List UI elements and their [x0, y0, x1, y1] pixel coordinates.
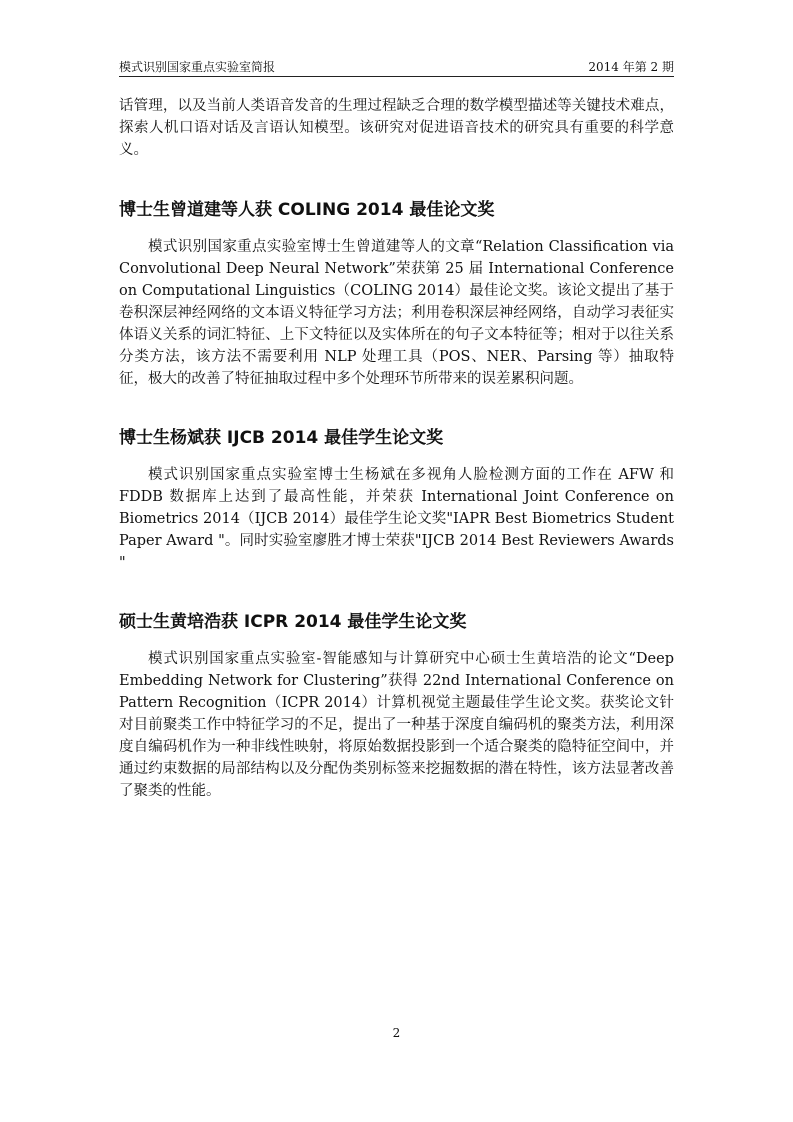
- section-body-icpr: 模式识别国家重点实验室-智能感知与计算研究中心硕士生黄培浩的论文“Deep Embedding Network for Clustering”获得 22nd International Conference on Pattern Recognition（ICPR 2014）计算机视觉主题最佳学生论文奖。获奖论文针对目前聚类工作中特征学习的不足，提出了一种基于深度自编码机的聚类方法，利用深度自编码机作为一种非线性映射，将原始数据投影到一个适合聚类的隐特征空间中，并通过约束数据的局部结构以及分配伪类别标签来挖掘数据的潜在特性，该方法显著改善了聚类的性能。: [119, 651, 674, 799]
- header-issue: 2014 年第 2 期: [588, 60, 674, 74]
- intro-paragraph: 话管理，以及当前人类语音发音的生理过程缺乏合理的数学模型描述等关键技术难点，探索人机口语对话及言语认知模型。该研究对促进语音技术的研究具有重要的科学意义。: [119, 98, 674, 158]
- page-content: [119, 95, 674, 802]
- page-number: 2: [392, 1026, 401, 1040]
- section-title-coling: 博士生曾道建等人获 COLING 2014 最佳论文奖: [119, 200, 495, 220]
- page-header: [119, 54, 674, 74]
- section-title-icpr: 硕士生黄培浩获 ICPR 2014 最佳学生论文奖: [119, 612, 467, 632]
- section-title-ijcb: 博士生杨斌获 IJCB 2014 最佳学生论文奖: [119, 428, 444, 448]
- section-body-ijcb: 模式识别国家重点实验室博士生杨斌在多视角人脸检测方面的工作在 AFW 和 FDDB 数据库上达到了最高性能，并荣获 International Joint Conference on Biometrics 2014（IJCB 2014）最佳学生论文奖"IAPR Best Biometrics Student Paper Award "。同时实验室廖胜才博士荣获"IJCB 2014 Best Reviewers Awards ": [119, 467, 674, 571]
- header-rule: [119, 76, 674, 77]
- header-publication-title: 模式识别国家重点实验室简报: [119, 60, 276, 74]
- section-body-coling: 模式识别国家重点实验室博士生曾道建等人的文章“Relation Classification via Convolutional Deep Neural Network”荣获第 25 届 International Conference on Computational Linguistics（COLING 2014）最佳论文奖。该论文提出了基于卷积深层神经网络的文本语义特征学习方法；利用卷积深层神经网络，自动学习表征实体语义关系的词汇特征、上下文特征以及实体所在的句子文本特征等；相对于以往关系分类方法，该方法不需要利用 NLP 处理工具（POS、NER、Parsing 等）抽取特征，极大的改善了特征抽取过程中多个处理环节所带来的误差累积问题。: [119, 239, 674, 387]
